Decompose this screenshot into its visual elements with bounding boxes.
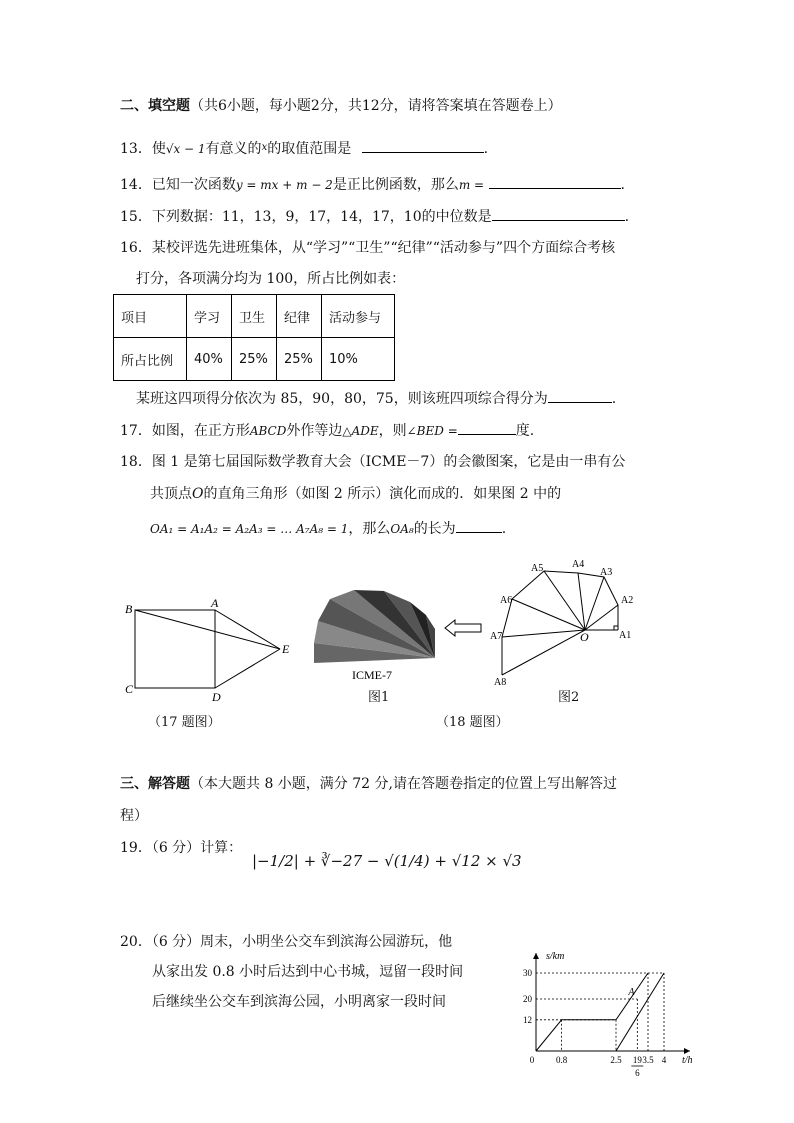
question-16-after [136,388,616,409]
section-3-desc-cont: 程） [120,808,148,824]
q19-number: 19．（6 分）计算： [120,840,243,856]
q16-after-text: 某班这四项得分依次为 85，90，80，75，则该班四项综合得分为 [136,391,548,407]
q13-text-pre: 使 [151,141,166,157]
q18-oa8: OA₈ [390,522,414,536]
q13-number: 13． [120,141,152,157]
q17-text-mid2: ，则 [378,423,407,439]
y-axis-arrow-icon [533,953,539,959]
q14-end: . [620,177,625,193]
label-d: D [212,690,221,704]
question-18-line2 [150,484,561,504]
label-a1: A1 [619,630,632,641]
label-a8: A8 [494,677,507,688]
question-18-line1 [120,452,625,472]
q18-answer-blank[interactable] [456,518,502,533]
figure-17-square-triangle [115,595,300,705]
label-a3: A3 [600,567,613,578]
question-14 [120,174,625,195]
y-tick-label: 30 [523,968,532,978]
figure-18-cap2: 图2 [558,690,580,705]
y-axis-label: s/km [546,951,565,962]
q18-vertex-o: O [192,486,204,502]
table-cell: 10% [322,338,395,381]
question-17 [120,420,534,441]
q15-text: 下列数据：11，13，9，17，14，17，10的中位数是 [151,209,492,225]
question-20-line1 [120,932,452,952]
label-o: O [580,630,589,644]
table-header-cell: 学习 [187,295,232,338]
question-16-line2: 打分，各项满分均为 100，所占比例如表： [136,271,406,287]
series-line [536,973,648,1051]
question-19 [120,838,242,858]
section-2-header [120,96,562,116]
section-3-header [120,774,617,794]
left-arrow-icon [443,618,485,638]
section-3-title: 三、解答题 [120,776,190,792]
q14-text-pre: 已知一次函数 [151,177,236,193]
question-16-line1 [120,238,615,258]
q16-number: 16． [120,240,152,256]
q17-text-pre: 如图，在正方形 [151,423,250,439]
x-tick-label: 0 [529,1055,535,1065]
figure-18-cap1: 图1 [368,690,390,705]
q13-var: x [261,142,268,153]
q17-square: ABCD [249,424,287,438]
q14-number: 14． [120,177,152,193]
x-axis-arrow-icon [684,1048,690,1054]
point-a-label: A [628,987,635,998]
question-20-line2: 从家出发 0.8 小时后达到中心书城，逗留一段时间 [152,964,464,980]
q20-number: 20．（6 分） [120,934,201,950]
q14-function: y = mx + m − 2 [235,178,333,192]
label-b: B [125,602,133,616]
q18-line2-post: 的直角三角形（如图 2 所示）演化而成的．如果图 2 中的 [203,486,562,502]
table-header-cell: 活动参与 [322,295,395,338]
figure-18-caption: （18 题图） [436,715,509,730]
x-tick-label: 19 [632,1055,642,1065]
label-a5: A5 [531,563,544,574]
q18-text-line1: 图 1 是第七届国际数学教育大会（ICME－7）的会徽图案，它是由一串有公 [151,454,626,470]
logo-text: ICME-7 [352,668,392,682]
q18-end: . [501,521,507,537]
figure-18-right-triangle-spiral [490,555,640,695]
q16-text-line1: 某校评选先进班集体，从“学习”“卫生”“纪律”“活动参与”四个方面综合考核 [151,240,616,256]
q14-text-post: 是正比例函数，那么 [332,177,459,193]
table-row [114,338,395,381]
q13-text-post: 的取值范围是 [267,141,352,157]
y-tick-label: 20 [523,994,532,1004]
q13-radical: √x − 1 [165,142,206,156]
x-tick-label: 2.5 [610,1055,622,1065]
x-tick-label: 6 [635,1068,640,1078]
table-cell: 40% [187,338,232,381]
section-2-desc: （共6小题，每小题2分，共12分，请将答案填在答题卷上） [190,98,562,114]
q17-number: 17． [120,423,152,439]
x-tick-label: 0.8 [555,1055,568,1065]
question-18-line3 [150,518,506,539]
x-axis-label: t/h [682,1055,693,1066]
q19-expression: |−1/2| + ∛−27 − √(1/4) + √12 × √3 [252,852,522,870]
x-tick-label: 3.5 [642,1055,654,1065]
q17-text-post: 度. [515,423,535,439]
q16-answer-blank[interactable] [548,388,612,403]
figure-17-caption: （17 题图） [148,715,221,730]
label-a6: A6 [500,595,513,606]
label-c: C [125,682,134,696]
table-header-cell: 卫生 [232,295,277,338]
q20-distance-time-chart [510,945,695,1080]
q15-end: . [624,209,630,225]
label-e: E [282,642,290,656]
q14-answer-blank[interactable] [489,174,621,189]
q14-m-equals: m = [458,178,485,192]
q15-number: 15． [120,209,152,225]
table-header-row [114,295,395,338]
section-2-title: 二、填空题 [120,98,190,114]
q13-end: . [483,141,489,157]
x-tick-label: 4 [661,1055,667,1065]
q18-line3-mid: ，那么 [348,521,391,537]
y-tick-label: 12 [523,1014,532,1025]
q13-answer-blank[interactable] [362,138,484,153]
section-3-desc: （本大题共 8 小题，满分 72 分,请在答题卷指定的位置上写出解答过 [190,776,617,792]
table-cell: 25% [277,338,322,381]
table-header-cell: 纪律 [277,295,322,338]
question-15 [120,206,629,227]
q17-answer-blank[interactable] [458,420,516,435]
label-a4: A4 [572,559,585,570]
table-cell: 25% [232,338,277,381]
q16-weight-table [113,294,395,381]
table-cell: 所占比例 [114,338,187,381]
question-13 [120,138,488,159]
q18-line3-post: 的长为 [413,521,456,537]
q20-text-line1: 周末，小明坐公交车到滨海公园游玩，他 [200,934,453,950]
q13-text-mid: 有意义的 [205,141,262,157]
q17-angle: ∠BED = [406,424,458,438]
q17-triangle: △ADE [342,424,379,438]
figure-18-icme-logo [310,585,440,685]
q18-line2-pre: 共顶点 [150,486,192,502]
question-20-line3: 后继续坐公交车到滨海公园，小明离家一段时间 [152,994,446,1010]
q18-number: 18． [120,454,152,470]
q18-equation: OA₁ = A₁A₂ = A₂A₃ = … A₇A₈ = 1 [150,522,349,536]
q16-end: . [611,391,617,407]
table-header-cell: 项目 [114,295,187,338]
q17-text-mid: 外作等边 [286,423,343,439]
q15-answer-blank[interactable] [492,206,625,221]
label-a2: A2 [621,595,634,606]
label-a7: A7 [490,631,503,642]
label-a: A [211,596,219,610]
